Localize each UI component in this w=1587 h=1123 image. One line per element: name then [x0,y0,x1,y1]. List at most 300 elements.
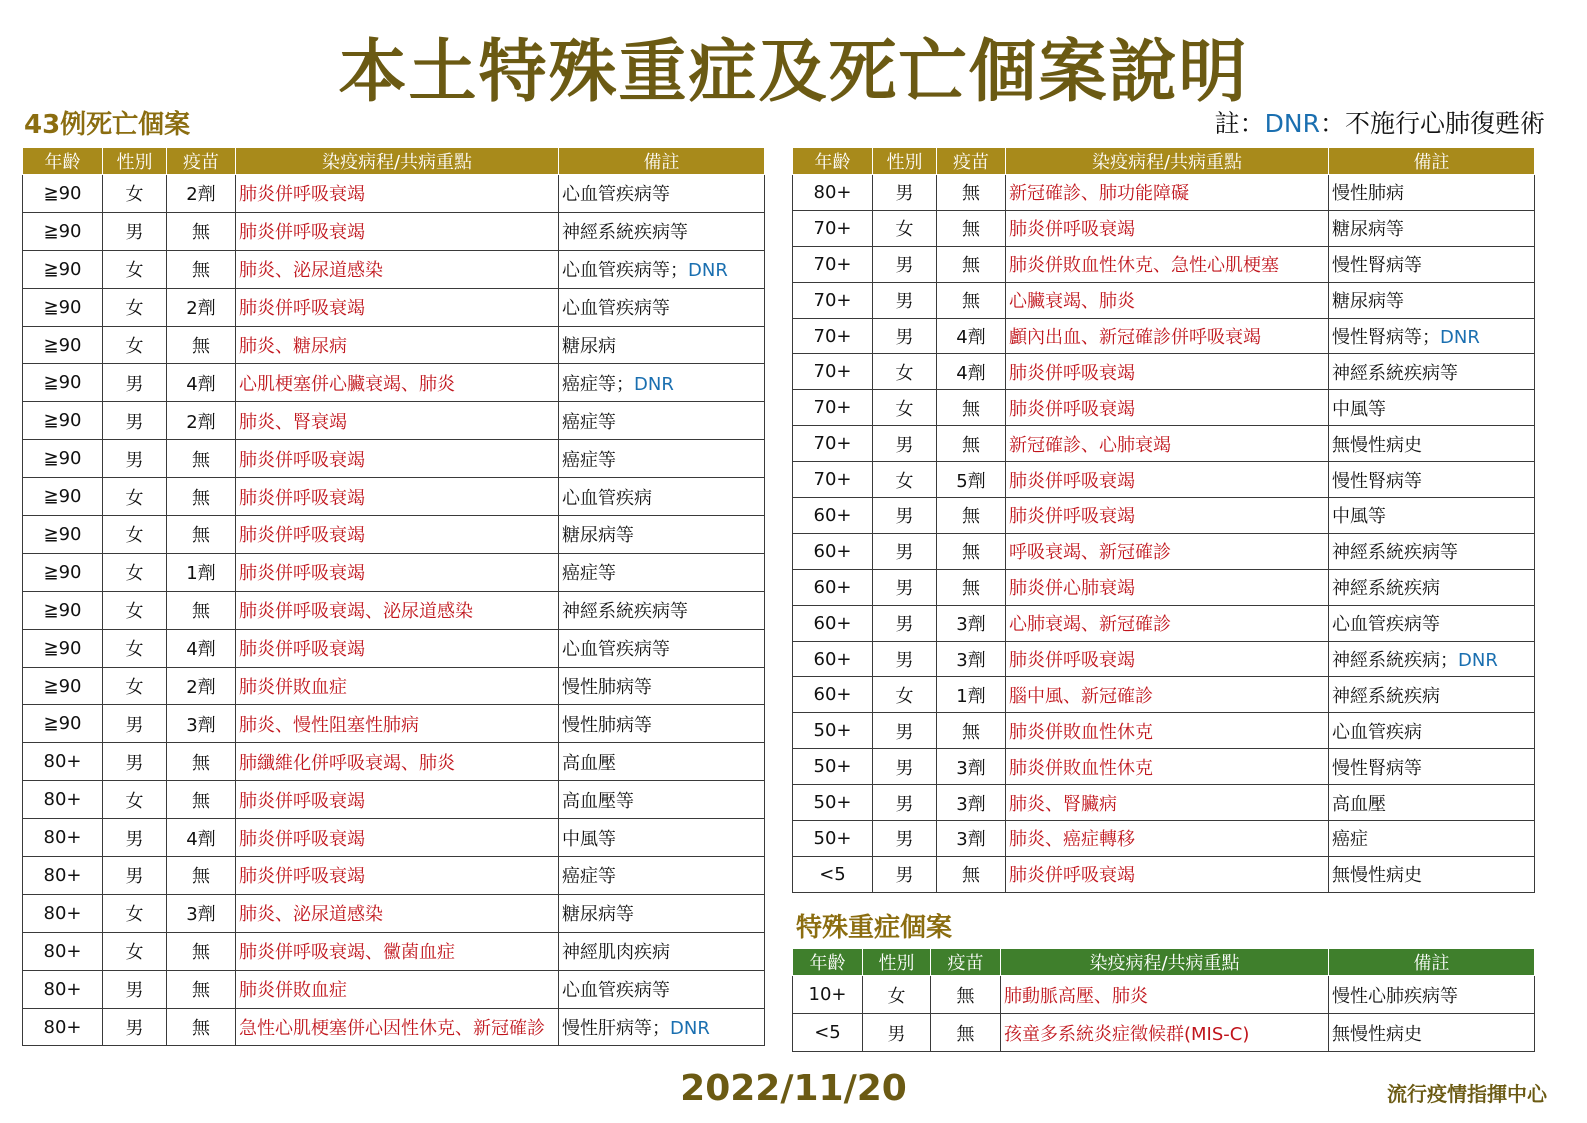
organization-name: 流行疫情指揮中心 [1387,1082,1547,1106]
table-row [793,785,1535,821]
course-cell: 肺炎、慢性阻塞性肺病 [236,705,559,743]
table-row [793,856,1535,892]
course-cell: 心肌梗塞併心臟衰竭、肺炎 [236,364,559,402]
severe-table [792,948,1535,1052]
age-cell: 60+ [793,641,873,677]
age-cell: ≧90 [23,591,103,629]
vaccine-cell: 3劑 [167,705,236,743]
course-cell: 肺炎併呼吸衰竭 [236,175,559,213]
sex-cell: 男 [103,743,167,781]
note-cell [559,857,765,895]
page-title: 本土特殊重症及死亡個案說明 [338,33,1249,112]
age-cell: 80+ [23,894,103,932]
column-header: 染疫病程/共病重點 [1001,949,1329,976]
course-cell: 肺炎併呼吸衰竭、黴菌血症 [236,932,559,970]
note-text: 高血壓 [562,752,616,774]
note-text: 中風等 [562,828,616,850]
course-cell: 肺炎、糖尿病 [236,326,559,364]
sex-cell: 男 [103,970,167,1008]
table-row [23,705,765,743]
death-table-right [792,147,1535,893]
column-header: 備註 [1329,148,1535,175]
course-cell: 肺炎併呼吸衰竭 [236,212,559,250]
age-cell: 70+ [793,246,873,282]
course-cell: 腦中風、新冠確診 [1006,677,1329,713]
course-cell: 肺炎、泌尿道感染 [236,250,559,288]
note-text: 糖尿病 [562,336,616,357]
note-cell [559,553,765,591]
note-cell [1329,749,1535,785]
note-cell [1329,1014,1535,1052]
age-cell: ≧90 [23,364,103,402]
course-cell: 肺炎併呼吸衰竭 [236,440,559,478]
sex-cell: 男 [873,749,937,785]
note-text: 心血管疾病等 [562,980,670,1002]
sex-cell: 男 [103,364,167,402]
sex-cell: 男 [103,1008,167,1046]
note-cell [1329,210,1535,246]
column-header: 年齡 [793,148,873,175]
vaccine-cell: 無 [167,970,236,1008]
table-row [23,478,765,516]
note-cell [1329,175,1535,211]
note-text: 中風等 [1332,506,1386,528]
column-header: 疫苗 [931,949,1001,976]
sex-cell: 女 [103,175,167,213]
note-cell [559,743,765,781]
course-cell: 肺炎併敗血性休克 [1006,713,1329,749]
table-row [23,629,765,667]
table-row [793,210,1535,246]
course-cell: 肺炎、腎衰竭 [236,402,559,440]
note-text: 無慢性病史 [1332,434,1422,456]
course-cell: 肺炎併呼吸衰竭 [236,288,559,326]
note-text: 無慢性病史 [1332,865,1422,887]
note-text: 神經肌肉疾病 [562,942,670,964]
column-header: 性別 [863,949,931,976]
vaccine-cell: 4劑 [167,819,236,857]
vaccine-cell: 無 [937,246,1006,282]
note-cell [559,1008,765,1046]
sex-cell: 男 [873,498,937,534]
table-row [23,667,765,705]
age-cell: ≧90 [23,629,103,667]
table-row [793,1014,1535,1052]
table-row [23,402,765,440]
vaccine-cell: 無 [167,591,236,629]
sex-cell: 男 [873,785,937,821]
column-header: 染疫病程/共病重點 [1006,148,1329,175]
vaccine-cell: 無 [167,250,236,288]
note-text: 癌症等； [562,373,634,395]
age-cell: ≧90 [23,288,103,326]
table-row [23,288,765,326]
course-cell: 新冠確診、肺功能障礙 [1006,175,1329,211]
column-header: 疫苗 [167,148,236,175]
table-row [23,1008,765,1046]
sex-cell: 女 [103,288,167,326]
note-text: 神經系統疾病等 [1332,542,1458,564]
table-row [793,426,1535,462]
note-text: 癌症等 [562,411,616,433]
table-row [793,713,1535,749]
sex-cell: 男 [873,175,937,211]
note-text: 神經系統疾病 [1332,578,1440,600]
course-cell: 肺炎併呼吸衰竭 [1006,354,1329,390]
note-cell [559,288,765,326]
age-cell: 70+ [793,390,873,426]
age-cell: 70+ [793,282,873,318]
age-cell: ≧90 [23,553,103,591]
note-cell [1329,605,1535,641]
age-cell: 60+ [793,569,873,605]
age-cell: 80+ [23,857,103,895]
vaccine-cell: 2劑 [167,288,236,326]
course-cell: 肺炎併呼吸衰竭 [1006,390,1329,426]
course-cell: 肺炎、腎臟病 [1006,785,1329,821]
note-text: 糖尿病等 [562,525,634,547]
dnr-note [1215,104,1545,140]
sex-cell: 男 [873,533,937,569]
note-text: 無慢性病史 [1332,1023,1422,1045]
note-cell [1329,533,1535,569]
vaccine-cell: 無 [937,713,1006,749]
course-cell: 肺炎併敗血症 [236,667,559,705]
vaccine-cell: 5劑 [937,462,1006,498]
age-cell: ≧90 [23,326,103,364]
table-row [23,516,765,554]
sex-cell: 女 [873,462,937,498]
vaccine-cell: 無 [167,781,236,819]
note-cell [1329,569,1535,605]
vaccine-cell: 2劑 [167,667,236,705]
table-row [793,246,1535,282]
sex-cell: 女 [103,250,167,288]
vaccine-cell: 2劑 [167,402,236,440]
age-cell: 60+ [793,677,873,713]
table-row [23,857,765,895]
table-row [793,533,1535,569]
note-cell [1329,821,1535,857]
note-cell [1329,976,1535,1014]
note-dnr: DNR [1264,109,1320,138]
course-cell: 孩童多系統炎症徵候群(MIS-C) [1001,1014,1329,1052]
column-header: 染疫病程/共病重點 [236,148,559,175]
note-cell [559,402,765,440]
course-cell: 心肺衰竭、新冠確診 [1006,605,1329,641]
note-text: 神經系統疾病等 [562,601,688,623]
table-row [793,462,1535,498]
vaccine-cell: 4劑 [167,364,236,402]
course-cell: 肺動脈高壓、肺炎 [1001,976,1329,1014]
course-cell: 肺炎併呼吸衰竭 [236,553,559,591]
table-row [793,749,1535,785]
vaccine-cell: 3劑 [937,641,1006,677]
sex-cell: 男 [873,821,937,857]
dnr-label: DNR [670,1018,710,1040]
table-row [793,569,1535,605]
note-text: 心血管疾病等； [562,260,688,282]
course-cell: 肺炎、泌尿道感染 [236,894,559,932]
course-cell: 肺炎併心肺衰竭 [1006,569,1329,605]
vaccine-cell: 無 [167,932,236,970]
sex-cell: 女 [103,326,167,364]
age-cell: ≧90 [23,402,103,440]
age-cell: <5 [793,856,873,892]
table-row [793,354,1535,390]
course-cell: 肺炎併呼吸衰竭 [1006,641,1329,677]
course-cell: 肺炎併呼吸衰竭 [1006,498,1329,534]
note-text: 慢性腎病等 [1332,470,1422,492]
sex-cell: 男 [873,856,937,892]
note-text: 心血管疾病等 [562,184,670,206]
vaccine-cell: 無 [167,326,236,364]
age-cell: ≧90 [23,175,103,213]
vaccine-cell: 無 [937,210,1006,246]
table-row [23,970,765,1008]
sex-cell: 男 [873,318,937,354]
age-cell: 80+ [23,1008,103,1046]
vaccine-cell: 4劑 [937,318,1006,354]
sex-cell: 女 [863,976,931,1014]
note-text: 中風等 [1332,398,1386,420]
note-text: 神經系統疾病等 [562,222,688,244]
table-row [23,250,765,288]
note-cell [1329,318,1535,354]
age-cell: 60+ [793,605,873,641]
sex-cell: 男 [873,426,937,462]
table-row [793,605,1535,641]
severe-section-title: 特殊重症個案 [796,913,953,943]
vaccine-cell: 無 [167,1008,236,1046]
note-cell [559,781,765,819]
age-cell: 80+ [23,932,103,970]
course-cell: 肺炎併敗血症 [236,970,559,1008]
note-cell [559,819,765,857]
note-text: 癌症等 [562,563,616,585]
course-cell: 肺炎、癌症轉移 [1006,821,1329,857]
course-cell: 肺纖維化併呼吸衰竭、肺炎 [236,743,559,781]
note-text: 慢性腎病等 [1332,757,1422,779]
vaccine-cell: 1劑 [937,677,1006,713]
note-text: 癌症 [1332,829,1368,851]
sex-cell: 女 [873,210,937,246]
dnr-label: DNR [1458,650,1498,672]
note-cell [1329,677,1535,713]
sex-cell: 女 [103,894,167,932]
table-row [23,326,765,364]
table-row [23,894,765,932]
table-row [793,677,1535,713]
vaccine-cell: 無 [937,533,1006,569]
note-cell [559,705,765,743]
column-header: 備註 [559,148,765,175]
sex-cell: 男 [873,246,937,282]
vaccine-cell: 無 [931,1014,1001,1052]
vaccine-cell: 無 [937,426,1006,462]
sex-cell: 男 [873,641,937,677]
note-cell [559,932,765,970]
note-cell [1329,713,1535,749]
course-cell: 肺炎併呼吸衰竭 [1006,210,1329,246]
vaccine-cell: 無 [167,440,236,478]
table-row [23,743,765,781]
note-cell [559,250,765,288]
age-cell: ≧90 [23,440,103,478]
course-cell: 呼吸衰竭、新冠確診 [1006,533,1329,569]
vaccine-cell: 2劑 [167,175,236,213]
note-text: 慢性肺病等 [562,677,652,699]
note-text: 癌症等 [562,866,616,888]
note-suffix: ：不施行心肺復甦術 [1319,109,1545,138]
table-row [23,553,765,591]
note-cell [559,364,765,402]
sex-cell: 男 [873,282,937,318]
sex-cell: 女 [103,781,167,819]
table-row [23,932,765,970]
table-row [793,175,1535,211]
note-cell [1329,426,1535,462]
note-text: 心血管疾病 [562,487,652,509]
sex-cell: 女 [103,667,167,705]
sex-cell: 男 [863,1014,931,1052]
course-cell: 肺炎併呼吸衰竭 [236,516,559,554]
column-header: 年齡 [793,949,863,976]
course-cell: 顱內出血、新冠確診併呼吸衰竭 [1006,318,1329,354]
vaccine-cell: 4劑 [937,354,1006,390]
column-header: 疫苗 [937,148,1006,175]
note-text: 高血壓 [1332,793,1386,815]
sex-cell: 男 [103,440,167,478]
note-text: 慢性肺病等 [562,714,652,736]
age-cell: 70+ [793,462,873,498]
note-cell [1329,462,1535,498]
age-cell: 50+ [793,749,873,785]
sex-cell: 女 [103,516,167,554]
course-cell: 肺炎併呼吸衰竭 [1006,856,1329,892]
note-text: 糖尿病等 [1332,219,1404,241]
vaccine-cell: 無 [937,390,1006,426]
dnr-label: DNR [634,373,674,395]
note-text: 慢性肝病等； [562,1018,670,1040]
note-cell [559,629,765,667]
sex-cell: 男 [103,857,167,895]
table-row [793,498,1535,534]
table-row [23,212,765,250]
note-prefix: 註： [1214,109,1265,138]
sex-cell: 女 [103,629,167,667]
note-cell [1329,641,1535,677]
vaccine-cell: 無 [167,857,236,895]
age-cell: 60+ [793,533,873,569]
note-cell [559,516,765,554]
note-text: 糖尿病等 [1332,291,1404,313]
column-header: 性別 [103,148,167,175]
sex-cell: 女 [873,354,937,390]
vaccine-cell: 無 [937,856,1006,892]
report-date: 2022/11/20 [680,1068,907,1109]
vaccine-cell: 無 [167,743,236,781]
sex-cell: 女 [873,390,937,426]
sex-cell: 女 [103,553,167,591]
age-cell: ≧90 [23,250,103,288]
age-cell: 70+ [793,426,873,462]
note-cell [1329,856,1535,892]
note-cell [559,591,765,629]
age-cell: ≧90 [23,212,103,250]
table-row [23,364,765,402]
course-cell: 急性心肌梗塞併心因性休克、新冠確診 [236,1008,559,1046]
sex-cell: 女 [103,932,167,970]
sex-cell: 男 [103,705,167,743]
sex-cell: 女 [103,591,167,629]
age-cell: 60+ [793,498,873,534]
course-cell: 肺炎併呼吸衰竭 [236,478,559,516]
table-row [793,282,1535,318]
sex-cell: 男 [873,605,937,641]
note-text: 心血管疾病等 [562,298,670,320]
age-cell: ≧90 [23,516,103,554]
note-text: 慢性腎病等 [1332,255,1422,277]
sex-cell: 女 [873,677,937,713]
note-cell [1329,354,1535,390]
table-row [23,591,765,629]
course-cell: 肺炎併呼吸衰竭 [236,781,559,819]
age-cell: 70+ [793,210,873,246]
note-cell [559,440,765,478]
age-cell: ≧90 [23,478,103,516]
note-text: 慢性心肺疾病等 [1332,985,1458,1007]
table-row [793,976,1535,1014]
note-text: 心血管疾病等 [562,639,670,661]
note-cell [1329,282,1535,318]
dnr-label: DNR [1440,327,1480,348]
vaccine-cell: 無 [167,516,236,554]
dnr-label: DNR [688,260,728,282]
course-cell: 心臟衰竭、肺炎 [1006,282,1329,318]
note-text: 神經系統疾病等 [1332,362,1458,384]
age-cell: <5 [793,1014,863,1052]
note-cell [559,326,765,364]
note-cell [559,175,765,213]
age-cell: 70+ [793,318,873,354]
table-row [23,440,765,478]
note-cell [559,212,765,250]
age-cell: ≧90 [23,667,103,705]
note-cell [1329,498,1535,534]
vaccine-cell: 無 [937,569,1006,605]
note-text: 心血管疾病 [1332,721,1422,743]
vaccine-cell: 1劑 [167,553,236,591]
sex-cell: 男 [873,569,937,605]
vaccine-cell: 3劑 [937,821,1006,857]
vaccine-cell: 無 [931,976,1001,1014]
note-cell [1329,390,1535,426]
note-text: 神經系統疾病； [1332,650,1458,672]
course-cell: 肺炎併敗血性休克、急性心肌梗塞 [1006,246,1329,282]
sex-cell: 男 [873,713,937,749]
course-cell: 肺炎併呼吸衰竭、泌尿道感染 [236,591,559,629]
age-cell: 80+ [23,743,103,781]
note-text: 慢性腎病等； [1332,327,1440,348]
age-cell: ≧90 [23,705,103,743]
course-cell: 肺炎併呼吸衰竭 [236,857,559,895]
note-text: 高血壓等 [562,790,634,812]
vaccine-cell: 無 [937,175,1006,211]
column-header: 性別 [873,148,937,175]
table-row [793,318,1535,354]
course-cell: 新冠確診、心肺衰竭 [1006,426,1329,462]
